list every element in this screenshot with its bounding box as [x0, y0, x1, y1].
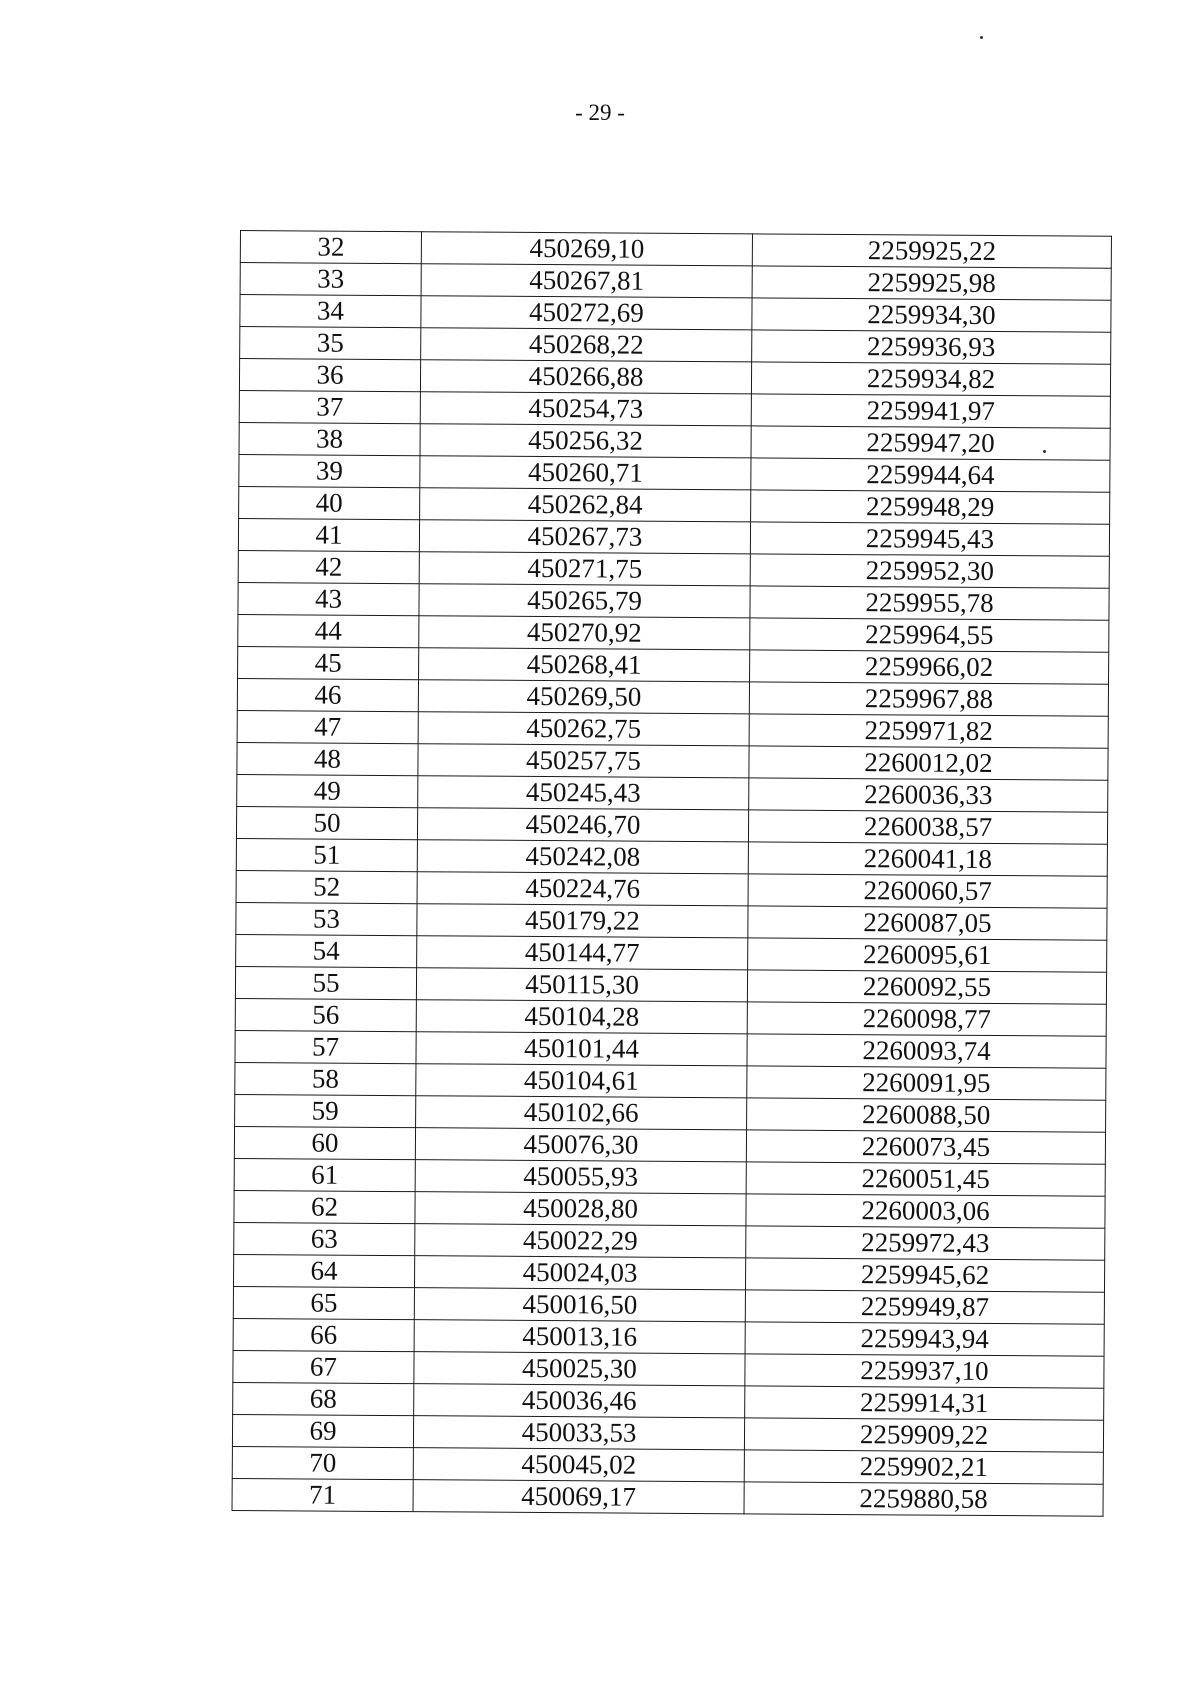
x-coordinate-cell: 450022,29: [415, 1224, 746, 1258]
x-coordinate-cell: 450013,16: [414, 1320, 745, 1354]
point-number-cell: 45: [238, 646, 419, 679]
y-coordinate-cell: 2259909,22: [744, 1418, 1103, 1452]
x-coordinate-cell: 450271,75: [419, 552, 750, 586]
x-coordinate-cell: 450224,76: [417, 872, 748, 906]
point-number-cell: 54: [236, 934, 417, 967]
point-number-cell: 37: [239, 390, 420, 423]
point-number-cell: 59: [235, 1094, 416, 1127]
point-number-cell: 64: [233, 1254, 414, 1287]
y-coordinate-cell: 2259964,55: [750, 618, 1109, 652]
point-number-cell: 33: [240, 263, 421, 296]
point-number-cell: 65: [233, 1286, 414, 1319]
y-coordinate-cell: 2260073,45: [746, 1130, 1105, 1164]
x-coordinate-cell: 450076,30: [415, 1128, 746, 1162]
y-coordinate-cell: 2259947,20: [751, 426, 1110, 460]
x-coordinate-cell: 450144,77: [417, 936, 748, 970]
point-number-cell: 70: [232, 1446, 413, 1479]
table-row: [232, 1478, 1103, 1516]
y-coordinate-cell: 2259971,82: [749, 714, 1108, 748]
point-number-cell: 44: [238, 614, 419, 647]
x-coordinate-cell: 450267,81: [421, 264, 752, 298]
y-coordinate-cell: 2259925,98: [752, 266, 1111, 300]
y-coordinate-cell: 2259948,29: [751, 490, 1110, 524]
point-number-cell: 51: [236, 838, 417, 871]
point-number-cell: 67: [233, 1350, 414, 1383]
y-coordinate-cell: 2260041,18: [748, 842, 1107, 876]
x-coordinate-cell: 450262,75: [418, 712, 749, 746]
x-coordinate-cell: 450262,84: [420, 488, 751, 522]
y-coordinate-cell: 2259914,31: [745, 1386, 1104, 1420]
x-coordinate-cell: 450256,32: [420, 424, 751, 458]
x-coordinate-cell: 450260,71: [420, 456, 751, 490]
y-coordinate-cell: 2259967,88: [749, 682, 1108, 716]
x-coordinate-cell: 450269,50: [418, 680, 749, 714]
y-coordinate-cell: 2259966,02: [750, 650, 1109, 684]
x-coordinate-cell: 450242,08: [417, 840, 748, 874]
y-coordinate-cell: 2260051,45: [746, 1162, 1105, 1196]
y-coordinate-cell: 2259945,43: [750, 522, 1109, 556]
x-coordinate-cell: 450269,10: [421, 232, 752, 266]
x-coordinate-cell: 450104,28: [416, 1000, 747, 1034]
y-coordinate-cell: 2260098,77: [747, 1002, 1106, 1036]
x-coordinate-cell: 450268,41: [419, 648, 750, 682]
x-coordinate-cell: 450246,70: [417, 808, 748, 842]
x-coordinate-cell: 450266,88: [420, 360, 751, 394]
x-coordinate-cell: 450115,30: [416, 968, 747, 1002]
x-coordinate-cell: 450055,93: [415, 1160, 746, 1194]
point-number-cell: 50: [236, 806, 417, 839]
point-number-cell: 39: [239, 454, 420, 487]
x-coordinate-cell: 450179,22: [417, 904, 748, 938]
point-number-cell: 52: [236, 870, 417, 903]
y-coordinate-cell: 2259937,10: [745, 1354, 1104, 1388]
x-coordinate-cell: 450270,92: [419, 616, 750, 650]
point-number-cell: 42: [238, 550, 419, 583]
y-coordinate-cell: 2259949,87: [745, 1290, 1104, 1324]
x-coordinate-cell: 450245,43: [418, 776, 749, 810]
point-number-cell: 36: [239, 359, 420, 392]
point-number-cell: 60: [234, 1126, 415, 1159]
y-coordinate-cell: 2259972,43: [746, 1226, 1105, 1260]
x-coordinate-cell: 450254,73: [420, 392, 751, 426]
y-coordinate-cell: 2260036,33: [749, 778, 1108, 812]
point-number-cell: 62: [234, 1190, 415, 1223]
x-coordinate-cell: 450069,17: [413, 1480, 744, 1514]
y-coordinate-cell: 2259944,64: [751, 458, 1110, 492]
point-number-cell: 40: [239, 486, 420, 519]
x-coordinate-cell: 450267,73: [419, 520, 750, 554]
y-coordinate-cell: 2259952,30: [750, 554, 1109, 588]
y-coordinate-cell: 2260003,06: [746, 1194, 1105, 1228]
y-coordinate-cell: 2259936,93: [752, 330, 1111, 364]
point-number-cell: 46: [237, 678, 418, 711]
y-coordinate-cell: 2259925,22: [752, 234, 1111, 268]
x-coordinate-cell: 450265,79: [419, 584, 750, 618]
x-coordinate-cell: 450272,69: [421, 296, 752, 330]
point-number-cell: 48: [237, 742, 418, 775]
y-coordinate-cell: 2259955,78: [750, 586, 1109, 620]
coordinates-table-body: [232, 231, 1111, 1517]
x-coordinate-cell: 450268,22: [421, 328, 752, 362]
y-coordinate-cell: 2260038,57: [748, 810, 1107, 844]
x-coordinate-cell: 450024,03: [414, 1256, 745, 1290]
point-number-cell: 34: [240, 295, 421, 328]
y-coordinate-cell: 2260093,74: [747, 1034, 1106, 1068]
point-number-cell: 55: [235, 966, 416, 999]
point-number-cell: 47: [237, 710, 418, 743]
point-number-cell: 71: [232, 1478, 413, 1511]
y-coordinate-cell: 2260088,50: [747, 1098, 1106, 1132]
x-coordinate-cell: 450257,75: [418, 744, 749, 778]
y-coordinate-cell: 2260012,02: [749, 746, 1108, 780]
x-coordinate-cell: 450036,46: [414, 1384, 745, 1418]
y-coordinate-cell: 2259902,21: [744, 1450, 1103, 1484]
x-coordinate-cell: 450104,61: [416, 1064, 747, 1098]
point-number-cell: 49: [237, 774, 418, 807]
y-coordinate-cell: 2260092,55: [747, 970, 1106, 1004]
point-number-cell: 66: [233, 1318, 414, 1351]
point-number-cell: 53: [236, 902, 417, 935]
point-number-cell: 43: [238, 582, 419, 615]
point-number-cell: 41: [238, 518, 419, 551]
y-coordinate-cell: 2260095,61: [748, 938, 1107, 972]
coordinates-table: [232, 230, 1112, 1517]
point-number-cell: 58: [235, 1062, 416, 1095]
point-number-cell: 61: [234, 1158, 415, 1191]
y-coordinate-cell: 2259934,30: [752, 298, 1111, 332]
point-number-cell: 32: [240, 231, 421, 264]
scan-speck: [980, 36, 983, 39]
x-coordinate-cell: 450045,02: [413, 1448, 744, 1482]
point-number-cell: 68: [233, 1382, 414, 1415]
y-coordinate-cell: 2259945,62: [745, 1258, 1104, 1292]
y-coordinate-cell: 2260091,95: [747, 1066, 1106, 1100]
point-number-cell: 35: [240, 327, 421, 360]
point-number-cell: 56: [235, 998, 416, 1031]
point-number-cell: 69: [232, 1414, 413, 1447]
x-coordinate-cell: 450101,44: [416, 1032, 747, 1066]
page-number: - 29 -: [575, 100, 625, 125]
point-number-cell: 57: [235, 1030, 416, 1063]
y-coordinate-cell: 2259941,97: [751, 394, 1110, 428]
x-coordinate-cell: 450028,80: [415, 1192, 746, 1226]
point-number-cell: 38: [239, 422, 420, 455]
y-coordinate-cell: 2259880,58: [744, 1482, 1103, 1516]
x-coordinate-cell: 450025,30: [414, 1352, 745, 1386]
x-coordinate-cell: 450102,66: [416, 1096, 747, 1130]
point-number-cell: 63: [234, 1222, 415, 1255]
y-coordinate-cell: 2259934,82: [751, 362, 1110, 396]
x-coordinate-cell: 450033,53: [413, 1416, 744, 1450]
x-coordinate-cell: 450016,50: [414, 1288, 745, 1322]
y-coordinate-cell: 2260087,05: [748, 906, 1107, 940]
y-coordinate-cell: 2259943,94: [745, 1322, 1104, 1356]
y-coordinate-cell: 2260060,57: [748, 874, 1107, 908]
